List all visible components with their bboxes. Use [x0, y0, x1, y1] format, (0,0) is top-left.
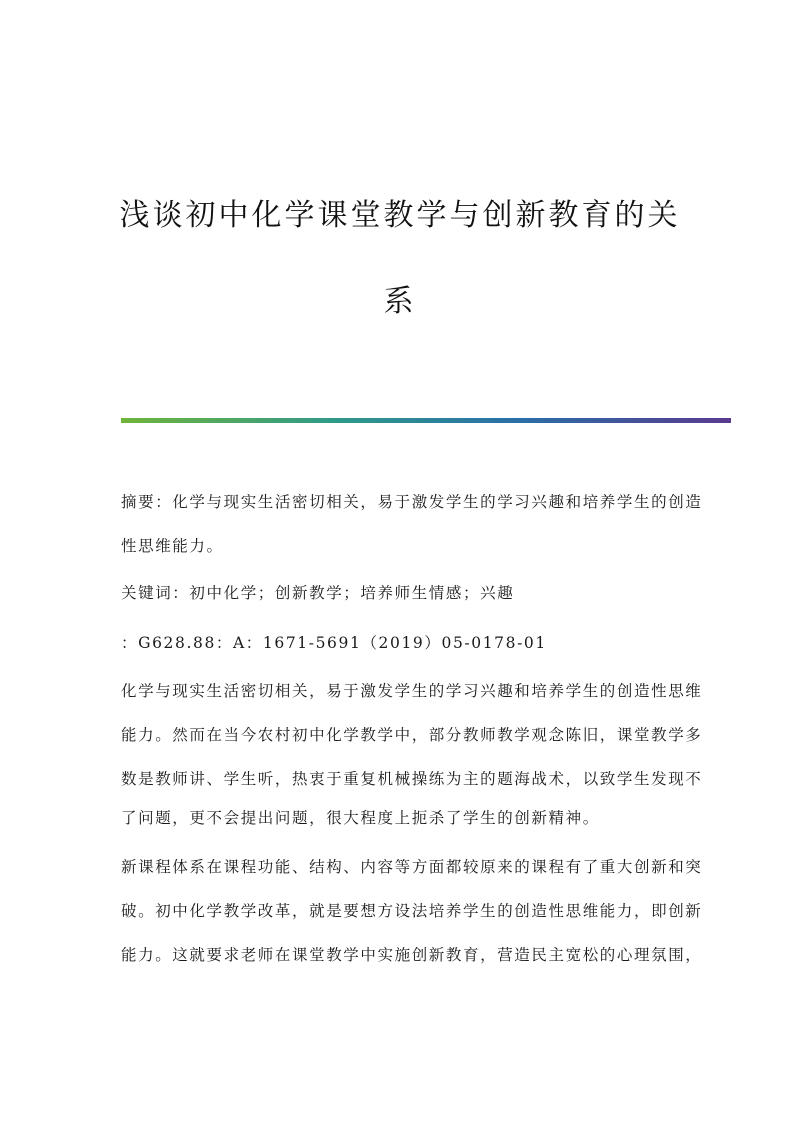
classification-line: ：G628.88：A：1671-5691（2019）05-0178-01: [121, 634, 547, 652]
abstract-line-2: 性思维能力。: [121, 537, 224, 555]
abstract-line-1: 摘要：化学与现实生活密切相关，易于激发学生的学习兴趣和培养学生的创造: [121, 493, 703, 511]
paragraph-2-line-2: 破。初中化学教学改革，就是要想方设法培养学生的创造性思维能力，即创新: [121, 902, 703, 920]
paragraph-1-line-4: 了问题，更不会提出问题，很大程度上扼杀了学生的创新精神。: [121, 809, 600, 827]
document-title-line-2: 系: [383, 284, 417, 319]
document-title-line-1: 浅谈初中化学课堂教学与创新教育的关: [119, 198, 681, 233]
paragraph-1-line-2: 能力。然而在当今农村初中化学教学中，部分教师教学观念陈旧，课堂教学多: [121, 726, 703, 744]
paragraph-1-line-1: 化学与现实生活密切相关，易于激发学生的学习兴趣和培养学生的创造性思维: [121, 682, 703, 700]
paragraph-1-line-3: 数是教师讲、学生听，热衷于重复机械操练为主的题海战术，以致学生发现不: [121, 770, 703, 788]
paragraph-2-line-3: 能力。这就要求老师在课堂教学中实施创新教育，营造民主宽松的心理氛围，: [121, 946, 703, 964]
title-divider: [121, 418, 731, 423]
keywords: 关键词：初中化学；创新教学；培养师生情感；兴趣: [121, 584, 515, 602]
paragraph-2-line-1: 新课程体系在课程功能、结构、内容等方面都较原来的课程有了重大创新和突: [121, 858, 703, 876]
